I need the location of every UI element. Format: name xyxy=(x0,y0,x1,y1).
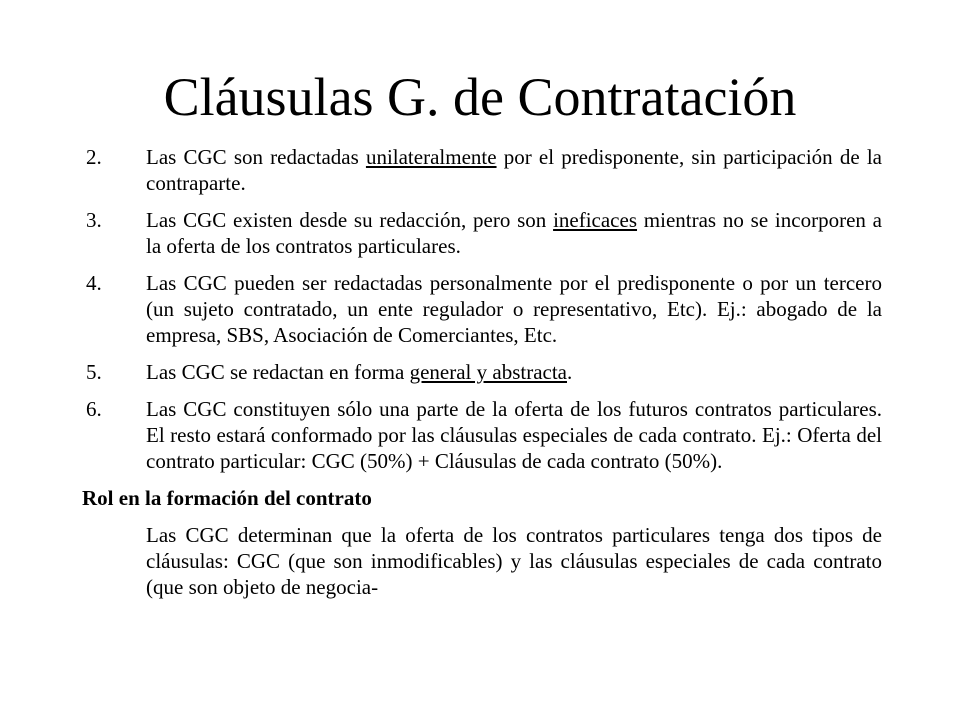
list-item xyxy=(82,207,882,259)
slide-title: Cláusulas G. de Contratación xyxy=(163,67,797,127)
item-text: Las CGC constituyen sólo una parte de la oferta de los futuros contratos particulares. El resto estará conformado por las cláusulas especiales de cada contrato. Ej.: Oferta del contrato particular: CGC (50%) + Cláusulas de cada contrato (50%). xyxy=(146,397,882,473)
item-number: 6. xyxy=(86,397,102,421)
item-text: Las CGC pueden ser redactadas personalmente por el predisponente o por un tercero (un sujeto contratado, un ente regulador o representativo, Etc). Ej.: abogado de la empresa, SBS, Asociación de Comerciantes, Etc. xyxy=(146,271,882,347)
list-item xyxy=(82,144,882,196)
item-number: 4. xyxy=(86,271,102,295)
list-item xyxy=(82,270,882,348)
item-text-end: mientras no se incorporen a la oferta de los contratos particulares. xyxy=(146,208,882,258)
slide-body xyxy=(82,144,882,600)
item-number: 3. xyxy=(86,208,102,232)
section-heading: Rol en la formación del contrato xyxy=(82,486,372,510)
list-item xyxy=(82,359,882,385)
item-underlined-text: unilateralmente xyxy=(365,145,497,169)
section-paragraph: Las CGC determinan que la oferta de los contratos particulares tenga dos tipos de cláusulas: CGC (que son inmodificables) y las cláusulas especiales de cada contrato (que son objeto de negocia- xyxy=(146,523,882,599)
item-text: Las CGC existen desde su redacción, pero son xyxy=(146,208,554,232)
item-number: 2. xyxy=(86,145,102,169)
item-text: Las CGC se redactan en forma xyxy=(146,360,410,384)
item-text: Las CGC son redactadas xyxy=(146,145,366,169)
item-number: 5. xyxy=(86,360,102,384)
list-item xyxy=(82,396,882,474)
item-text-end: . xyxy=(567,360,573,384)
item-underlined-text: general y abstracta xyxy=(409,360,567,384)
item-underlined-text: ineficaces xyxy=(553,208,638,232)
item-text-end: por el predisponente, sin participación de la contraparte. xyxy=(146,145,882,195)
